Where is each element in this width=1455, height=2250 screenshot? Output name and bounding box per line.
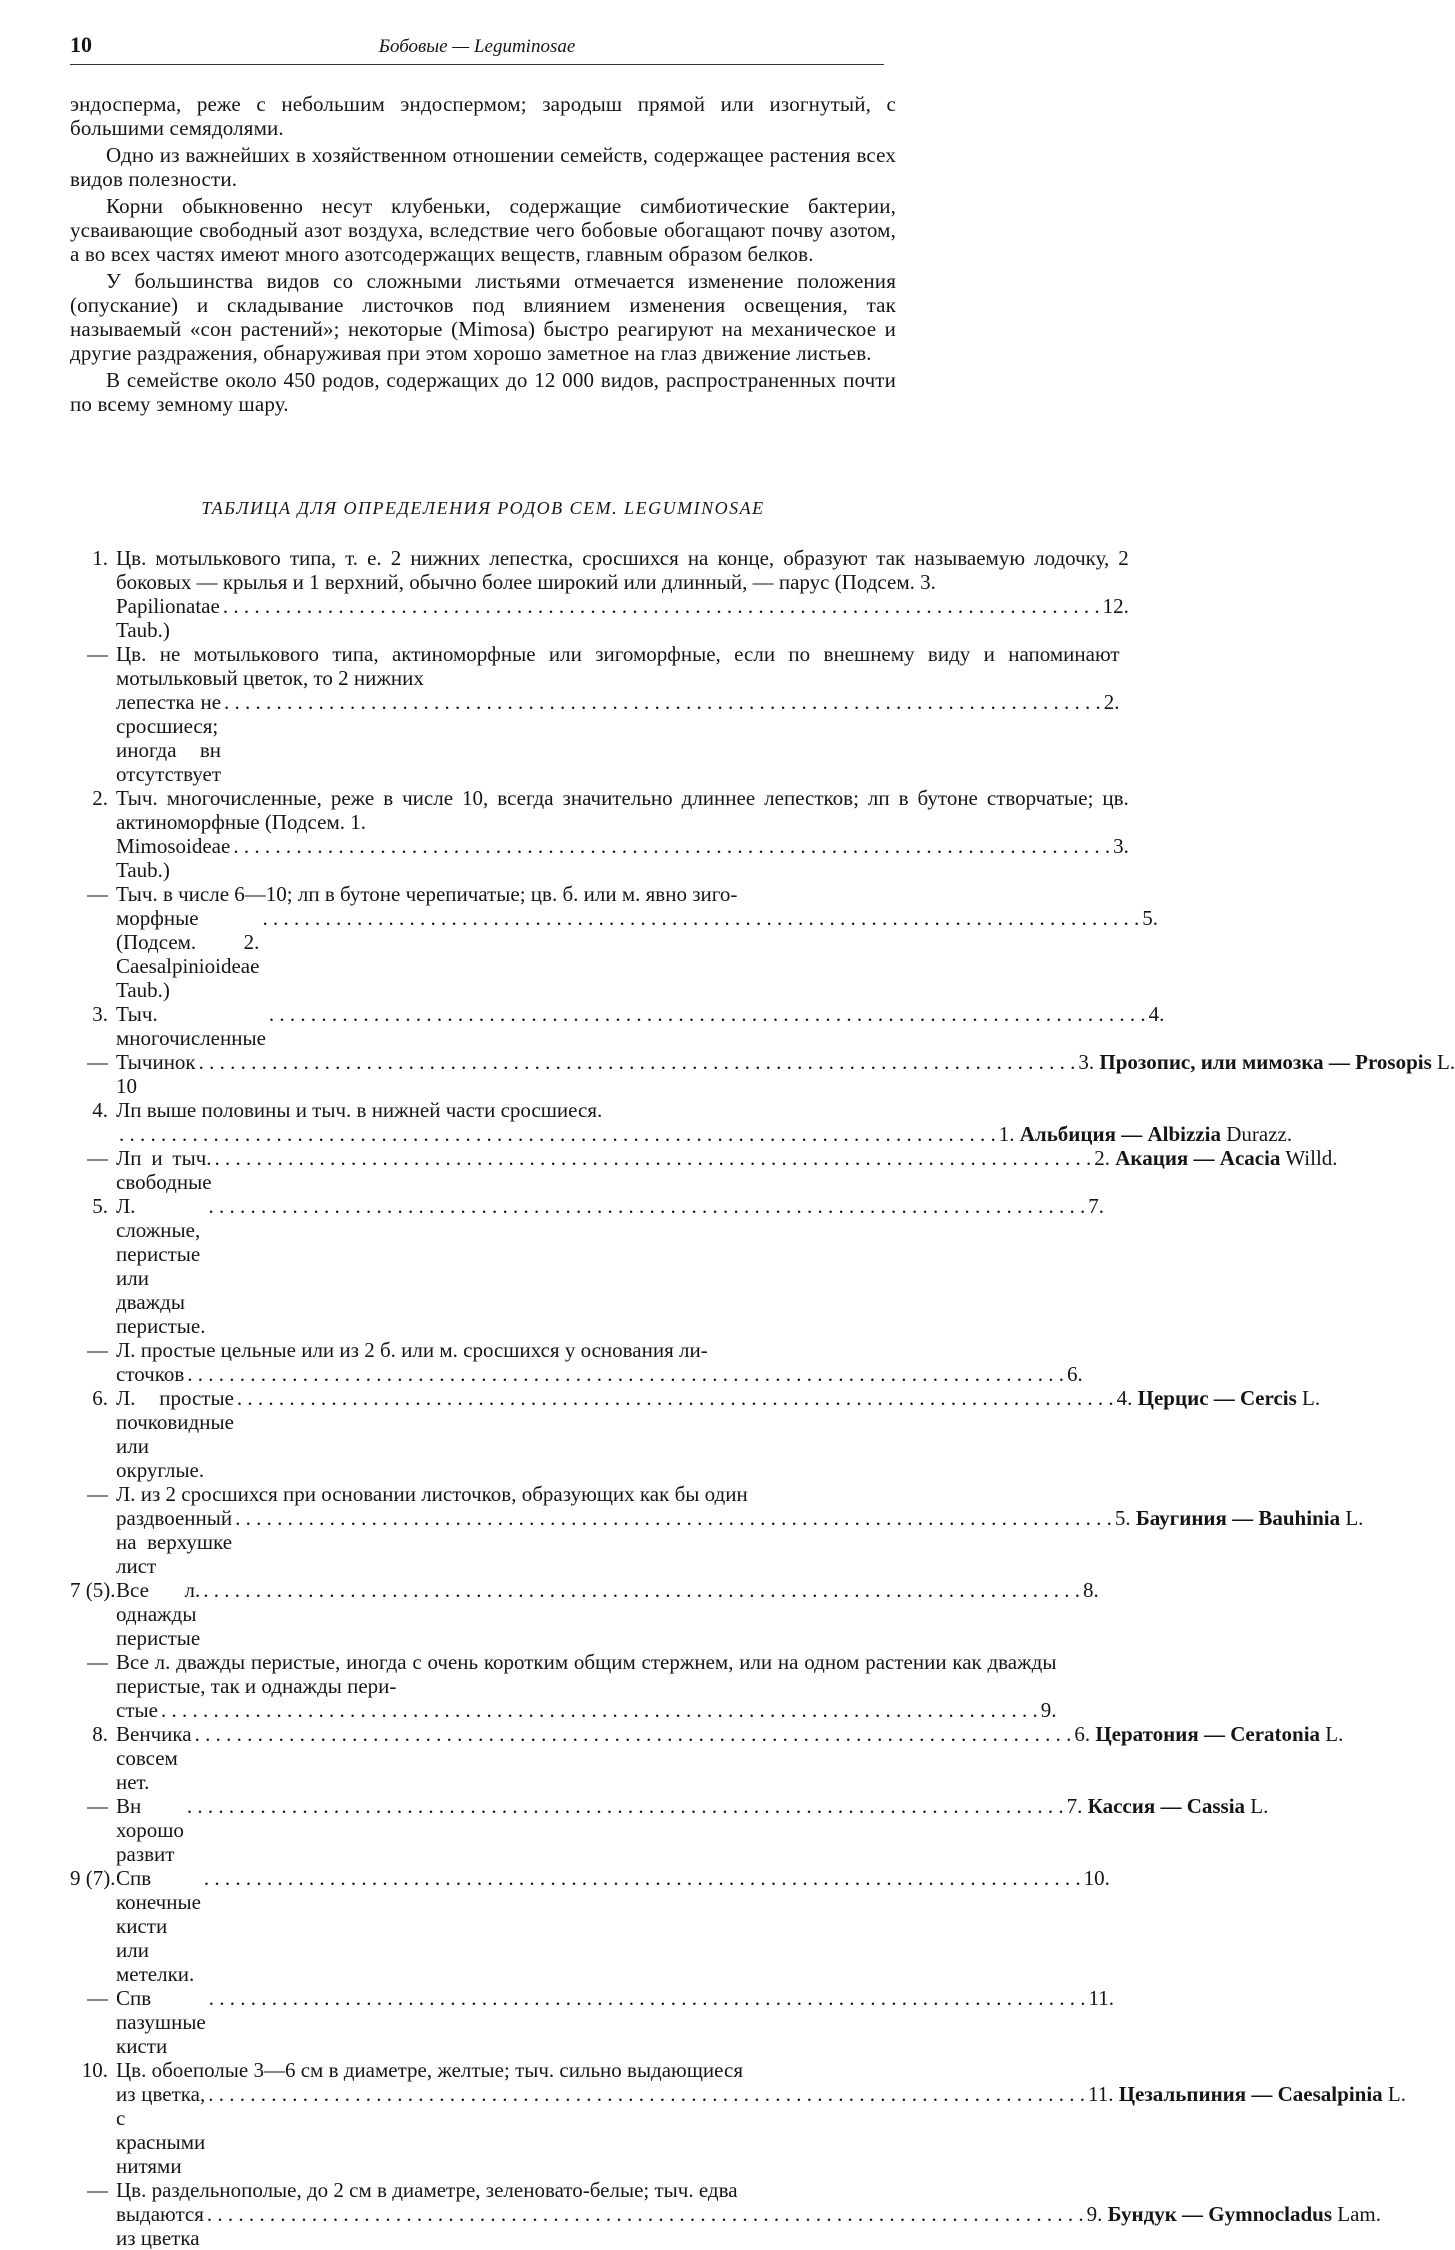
key-result: 3. Прозопис, или мимозка — Prosopis L. — [1078, 1050, 1455, 1074]
key-entry-tail: из цветка, с красными нитями — [116, 2082, 206, 2178]
key-entry — [70, 1578, 1099, 1650]
key-result: 4. Церцис — Cercis L. — [1116, 1386, 1321, 1410]
genus-authority: L. — [1387, 2082, 1406, 2106]
key-result — [1067, 1362, 1083, 1386]
genus-number: 9. — [1086, 2202, 1103, 2226]
dot-leader — [223, 594, 1100, 618]
key-result — [1084, 1866, 1110, 1890]
key-entry-number: — — [87, 882, 108, 906]
key-entry — [70, 2058, 1406, 2178]
key-entry-text — [116, 1386, 1320, 1482]
key-entry-text — [116, 882, 1158, 1002]
key-entry-tail: морфные (Подсем. 2. Caesalpinioideae Taub.) — [116, 906, 260, 1002]
dot-leader — [235, 1506, 1112, 1530]
key-entry-text — [116, 1866, 1110, 1986]
key-entry-lead-line — [116, 2202, 1381, 2250]
dot-leader — [204, 1866, 1081, 1890]
key-result: 6. Цератония — Ceratonia L. — [1074, 1722, 1344, 1746]
genus-russian-name: Акация — [1115, 1146, 1189, 1170]
key-entry-text — [116, 1002, 1164, 1050]
dot-leader — [262, 906, 1139, 930]
key-result: 2. Акация — Acacia Willd. — [1094, 1146, 1338, 1170]
dot-leader — [237, 1386, 1114, 1410]
key-entry-number: — — [87, 1794, 108, 1818]
step-reference: 3. — [1113, 834, 1129, 858]
dot-leader — [215, 1146, 1092, 1170]
key-entry-text — [116, 1578, 1099, 1650]
key-entry-lead-line — [116, 1050, 1455, 1098]
genus-latin-name: Albizzia — [1147, 1122, 1221, 1146]
key-entry — [70, 1866, 1110, 1986]
key-entry-number: 9 (7). — [70, 1866, 116, 1890]
key-result: 9. Бундук — Gymnocladus Lam. — [1086, 2202, 1381, 2226]
paragraph: эндосперма, реже с небольшим эндоспермом; зародыш прямой или изогнутый, с большими семядолями. — [70, 92, 896, 140]
genus-number: 6. — [1074, 1722, 1091, 1746]
key-entry-tail: выдаются из цветка — [116, 2202, 204, 2250]
dot-leader — [209, 1986, 1086, 2010]
genus-russian-name: Бундук — [1107, 2202, 1177, 2226]
key-entry-lead-line — [116, 594, 1129, 642]
genus-russian-name: Баугиния — [1135, 1506, 1227, 1530]
key-entry-number: 5. — [92, 1194, 108, 1218]
key-entry-body: Лп выше половины и тыч. в нижней части сросшиеся. — [116, 1098, 603, 1122]
dot-leader — [269, 1002, 1146, 1026]
step-reference: 11. — [1088, 1986, 1114, 2010]
key-result — [1089, 1986, 1114, 2010]
key-entry-lead-line — [116, 1698, 1056, 1722]
key-result — [1041, 1698, 1057, 1722]
genus-russian-name: Цезальпиния — [1118, 2082, 1247, 2106]
key-entry-number: — — [87, 1146, 108, 1170]
key-entry-tail: Спв конечные кисти или метелки. — [116, 1866, 201, 1986]
genus-authority: L. — [1325, 1722, 1344, 1746]
genus-latin-name: Cercis — [1240, 1386, 1297, 1410]
key-entry-lead-line — [116, 834, 1129, 882]
key-entry-tail: Papilionatae Taub.) — [116, 594, 220, 642]
key-entry-lead-line — [116, 1002, 1164, 1050]
key-entry-tail: Л. сложные, перистые или дважды перистые. — [116, 1194, 206, 1338]
key-entry-number: — — [87, 1986, 108, 2010]
step-reference: 7. — [1088, 1194, 1104, 1218]
genus-authority: L. — [1345, 1506, 1364, 1530]
key-entry-tail: стые — [116, 1698, 158, 1722]
key-entry-lead-line — [116, 1866, 1110, 1986]
key-entry-number: 3. — [92, 1002, 108, 1026]
key-result: 1. Альбиция — Albizzia Durazz. — [998, 1122, 1293, 1146]
genus-authority: L. — [1250, 1794, 1269, 1818]
key-entry-lead-line — [116, 1506, 1363, 1578]
key-entry-number: 7 (5). — [70, 1578, 116, 1602]
dot-leader — [199, 1050, 1076, 1074]
genus-number: 4. — [1116, 1386, 1133, 1410]
key-entry-lead-line — [116, 1122, 1292, 1146]
key-entry-tail: Л. простые почковидные или округлые. — [116, 1386, 234, 1482]
key-entry — [70, 642, 1120, 786]
step-reference: 8. — [1082, 1578, 1099, 1602]
key-entry — [70, 1194, 1104, 1338]
genus-latin-name: Acacia — [1219, 1146, 1281, 1170]
key-entry-text — [116, 1050, 1455, 1098]
key-entry — [70, 1050, 1455, 1098]
identification-key — [70, 546, 1455, 2250]
key-entry — [70, 1794, 1269, 1866]
key-table-title: ТАБЛИЦА ДЛЯ ОПРЕДЕЛЕНИЯ РОДОВ СЕМ. LEGUMINOSAE — [201, 498, 765, 518]
key-entry — [70, 1650, 1057, 1722]
key-entry-text — [116, 1146, 1338, 1194]
key-entry-text — [116, 1986, 1114, 2058]
key-entry-lead-line — [116, 1146, 1338, 1194]
key-entry-lead-line — [116, 1362, 1083, 1386]
key-entry-number: 2. — [92, 786, 108, 810]
key-entry — [70, 1386, 1321, 1482]
key-entry-lead-line — [116, 1794, 1268, 1866]
key-result: 7. Кассия — Cassia L. — [1066, 1794, 1269, 1818]
genus-russian-name: Прозопис, или мимозка — [1099, 1050, 1324, 1074]
key-entry-text — [116, 2178, 1381, 2250]
page-header — [70, 30, 884, 65]
genus-authority: Willd. — [1285, 1146, 1338, 1170]
key-entry-tail: сточков — [116, 1362, 185, 1386]
genus-latin-name: Cassia — [1186, 1794, 1246, 1818]
genus-latin-name: Bauhinia — [1258, 1506, 1341, 1530]
step-reference: 4. — [1148, 1002, 1165, 1026]
step-reference: 2. — [1103, 690, 1120, 714]
key-entry-number: 10. — [81, 2058, 108, 2082]
genus-latin-name: Caesalpinia — [1277, 2082, 1383, 2106]
genus-russian-name: Альбиция — [1019, 1122, 1116, 1146]
genus-number: 2. — [1094, 1146, 1111, 1170]
key-entry-text — [116, 1098, 1292, 1146]
dot-leader — [203, 1578, 1080, 1602]
dot-leader — [207, 2202, 1084, 2226]
genus-russian-name: Церцис — [1137, 1386, 1209, 1410]
key-entry — [70, 1722, 1344, 1794]
key-result — [1104, 690, 1120, 714]
key-entry-text — [116, 546, 1129, 642]
genus-authority: Lam. — [1337, 2202, 1381, 2226]
step-reference: 6. — [1067, 1362, 1083, 1386]
key-entry-lead-line — [116, 1386, 1320, 1482]
key-entry-number: 4. — [92, 1098, 108, 1122]
key-entry-tail: лепестка не сросшиеся; иногда вн отсутствует — [116, 690, 222, 786]
key-entry — [70, 1986, 1114, 2058]
key-entry-body: Цв. обоеполые 3—6 см в диаметре, желтые; тыч. сильно выдающиеся — [116, 2058, 743, 2082]
genus-authority: Durazz. — [1226, 1122, 1293, 1146]
key-result — [1103, 594, 1129, 618]
genus-latin-name: Ceratonia — [1230, 1722, 1321, 1746]
paragraph: У большинства видов со сложными листьями отмечается изменение положения (опускание) и складывание листочков под влиянием изменения освещения, так называемый «сон растений»; некоторые (Mimosa) быстро реагируют на механическое и другие раздражения, обнаруживая при этом хорошо заметное на глаз движение листьев. — [70, 269, 896, 365]
key-entry-tail: Тыч. многочисленные — [116, 1002, 266, 1050]
key-entry — [70, 786, 1129, 882]
genus-number: 7. — [1066, 1794, 1083, 1818]
key-entry-body: Цв. мотылькового типа, т. е. 2 нижних лепестка, сросшихся на конце, образуют так называемую лодочку, 2 боковых — крылья и 1 верхний, обычно более широкий или длинный, — парус (Подсем. 3. — [116, 546, 1129, 594]
dot-leader — [187, 1362, 1064, 1386]
key-entry-lead-line — [116, 1722, 1343, 1794]
key-entry-text — [116, 2058, 1406, 2178]
key-result — [1142, 906, 1158, 930]
key-entry-text — [116, 1338, 1083, 1386]
key-entry-lead-line — [116, 2082, 1406, 2178]
key-entry-text — [116, 642, 1120, 786]
key-entry-body: Цв. раздельнополые, до 2 см в диаметре, зеленовато-белые; тыч. едва — [116, 2178, 738, 2202]
dot-leader — [224, 690, 1101, 714]
key-entry-number: — — [87, 1338, 108, 1362]
key-entry-lead-line — [116, 906, 1158, 1002]
key-entry-tail: Вн хорошо развит — [116, 1794, 184, 1866]
key-entry-number: — — [87, 2178, 108, 2202]
dot-leader — [208, 1194, 1085, 1218]
key-entry-body: Л. из 2 сросшихся при основании листочков, образующих как бы один — [116, 1482, 748, 1506]
key-entry-text — [116, 1722, 1343, 1794]
family-description — [70, 92, 896, 416]
genus-number: 3. — [1078, 1050, 1095, 1074]
key-result — [1083, 1578, 1099, 1602]
genus-latin-name: Gymnocladus — [1208, 2202, 1332, 2226]
step-reference: 9. — [1040, 1698, 1057, 1722]
key-entry-number: — — [87, 1482, 108, 1506]
step-reference: 5. — [1142, 906, 1158, 930]
key-entry-tail: Mimosoideae Taub.) — [116, 834, 231, 882]
key-entry-lead-line — [116, 690, 1120, 786]
key-entry-body: Л. простые цельные или из 2 б. или м. сросшихся у основания ли- — [116, 1338, 708, 1362]
key-entry-tail: Тычинок 10 — [116, 1050, 196, 1098]
key-entry-text — [116, 1482, 1363, 1578]
key-entry-tail: Венчика совсем нет. — [116, 1722, 192, 1794]
key-entry-text — [116, 1194, 1104, 1338]
genus-number: 11. — [1087, 2082, 1114, 2106]
key-entry-number: 1. — [92, 546, 108, 570]
key-entry-number: — — [87, 1050, 108, 1074]
key-entry — [70, 1098, 1293, 1146]
key-entry-lead-line — [116, 1578, 1099, 1650]
key-entry — [70, 1146, 1338, 1194]
genus-authority: L. — [1302, 1386, 1321, 1410]
key-entry-text — [116, 1650, 1056, 1722]
dot-leader — [195, 1722, 1072, 1746]
key-entry-number: 6. — [92, 1386, 108, 1410]
key-entry-tail: раздвоенный на верхушке лист — [116, 1506, 233, 1578]
page-number: 10 — [70, 32, 92, 57]
paragraph: В семействе около 450 родов, содержащих до 12 000 видов, распространенных почти по всему земному шару. — [70, 368, 896, 416]
key-entry-tail: Спв пазушные кисти — [116, 1986, 206, 2058]
step-reference: 12. — [1102, 594, 1129, 618]
key-result — [1088, 1194, 1104, 1218]
genus-authority: L. — [1437, 1050, 1455, 1074]
dot-leader — [208, 2082, 1085, 2106]
key-entry — [70, 1002, 1165, 1050]
key-entry-number: — — [87, 642, 108, 666]
genus-russian-name: Кассия — [1087, 1794, 1156, 1818]
dot-leader — [119, 1122, 996, 1146]
key-entry-body: Все л. дважды перистые, иногда с очень коротким общим стержнем, или на одном растении как дважды перистые, так и однажды пери- — [116, 1650, 1057, 1698]
key-entry-tail: Лп и тыч. свободные — [116, 1146, 212, 1194]
key-result — [1113, 834, 1129, 858]
key-entry-body: Тыч. в числе 6—10; лп в бутоне черепичатые; цв. б. или м. явно зиго- — [116, 882, 738, 906]
dot-leader — [161, 1698, 1038, 1722]
key-result: 11. Цезальпиния — Caesalpinia L. — [1087, 2082, 1406, 2106]
key-entry-body: Тыч. многочисленные, реже в числе 10, всегда значительно длиннее лепестков; лп в бутоне створчатые; цв. актиноморфные (Подсем. 1. — [116, 786, 1129, 834]
key-entry — [70, 1482, 1364, 1578]
genus-number: 1. — [998, 1122, 1015, 1146]
key-entry-lead-line — [116, 1194, 1104, 1338]
dot-leader — [233, 834, 1110, 858]
key-entry-body: Цв. не мотылькового типа, актиноморфные или зигоморфные, если по внешнему виду и напоминают мотыльковый цветок, то 2 нижних — [116, 642, 1120, 690]
key-result — [1149, 1002, 1165, 1026]
key-entry — [70, 882, 1158, 1002]
genus-russian-name: Цератония — [1095, 1722, 1199, 1746]
key-result: 5. Баугиния — Bauhinia L. — [1114, 1506, 1364, 1530]
key-entry — [70, 546, 1129, 642]
step-reference: 10. — [1083, 1866, 1110, 1890]
key-entry-number: — — [87, 1650, 108, 1674]
key-entry-number: 8. — [92, 1722, 108, 1746]
key-entry — [70, 1338, 1083, 1386]
genus-latin-name: Prosopis — [1355, 1050, 1432, 1074]
paragraph: Корни обыкновенно несут клубеньки, содержащие симбиотические бактерии, усваивающие свободный азот воздуха, вследствие чего бобовые обогащают почву азотом, а во всех частях имеют много азотсодержащих веществ, главным образом белков. — [70, 194, 896, 266]
key-entry-text — [116, 786, 1129, 882]
dot-leader — [187, 1794, 1064, 1818]
key-entry-tail: Все л. однажды перистые — [116, 1578, 201, 1650]
running-title: Бобовые — Leguminosae — [378, 36, 576, 57]
key-entry-text — [116, 1794, 1268, 1866]
paragraph: Одно из важнейших в хозяйственном отношении семейств, содержащее растения всех видов полезности. — [70, 143, 896, 191]
key-entry-lead-line — [116, 1986, 1114, 2058]
key-entry — [70, 2178, 1381, 2250]
genus-number: 5. — [1114, 1506, 1131, 1530]
